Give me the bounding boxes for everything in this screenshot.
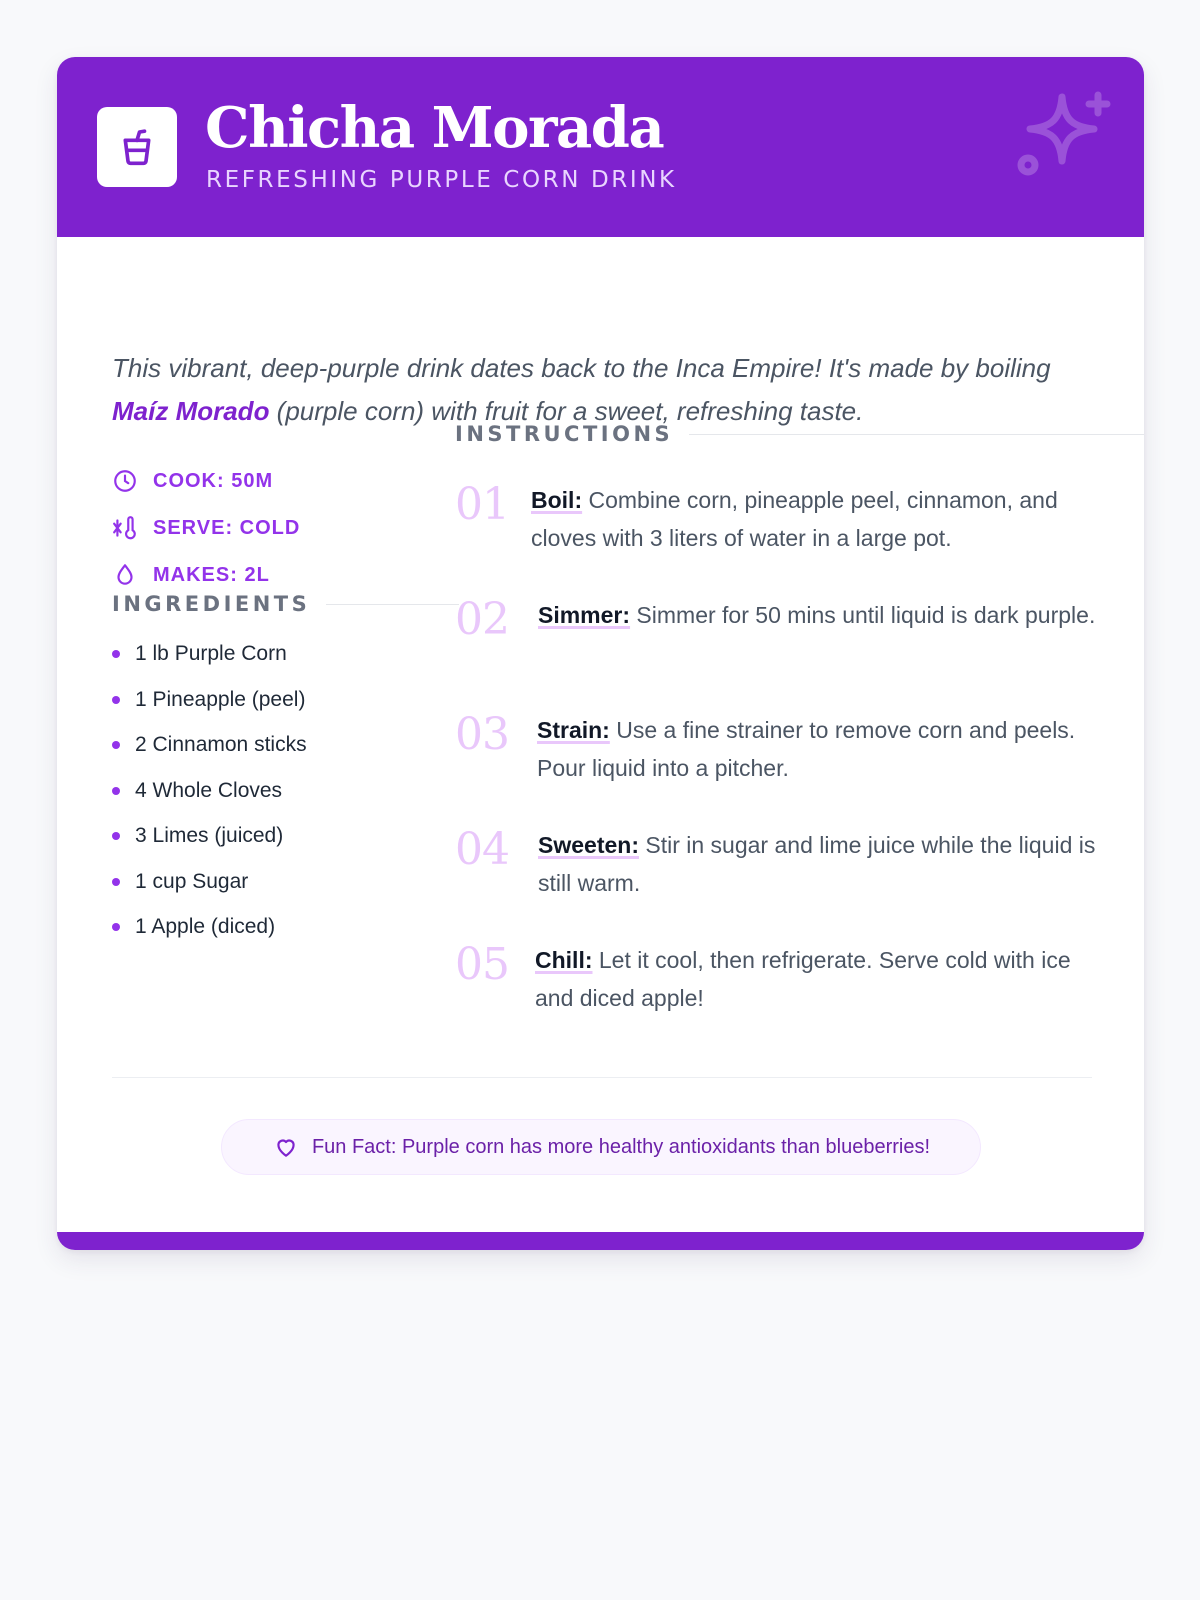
footer-bar <box>57 1232 1144 1250</box>
ingredient-text: 4 Whole Cloves <box>135 778 283 802</box>
step-text <box>537 711 1097 787</box>
bullet <box>112 878 120 886</box>
instruction-step <box>455 477 1144 592</box>
ingredient-text: 3 Limes (juiced) <box>135 824 284 847</box>
ingredient-text: 1 cup Sugar <box>135 869 249 893</box>
step-body: Let it cool, then refrigerate. Serve cold with ice and diced apple! <box>535 947 1071 1011</box>
step-text <box>538 826 1098 902</box>
step-text <box>538 596 1098 634</box>
meta-label: COOK: 50M <box>153 469 274 492</box>
instructions-list <box>455 477 1144 1052</box>
step-label: Sweeten: <box>538 832 639 858</box>
ingredients-list <box>112 641 307 960</box>
fun-fact-text: Fun Fact: Purple corn has more healthy antioxidants than blueberries! <box>311 1135 931 1158</box>
instructions-heading <box>455 422 1144 446</box>
list-item <box>112 687 307 713</box>
ingredient-text: 1 Pineapple (peel) <box>135 687 306 711</box>
step-label: Chill: <box>535 947 593 973</box>
recipe-card <box>57 57 1144 1250</box>
intro-text: This vibrant, deep-purple drink dates back to the Inca Empire! It's made by boiling <box>112 353 1051 383</box>
list-item <box>112 914 307 940</box>
step-number: 02 <box>455 594 509 645</box>
thermometer-snowflake-icon <box>112 515 138 541</box>
ingredients-heading <box>112 592 459 616</box>
step-label: Boil: <box>531 487 583 513</box>
step-body: Combine corn, pineapple peel, cinnamon, and cloves with 3 liters of water in a large pot. <box>531 487 1058 551</box>
step-label: Simmer: <box>538 602 631 628</box>
meta-label: MAKES: 2L <box>153 563 270 586</box>
sparkle-icon <box>1014 87 1114 187</box>
step-number: 04 <box>455 824 509 875</box>
footer-divider <box>112 1077 1092 1078</box>
ingredients-heading-text: INGREDIENTS <box>112 592 311 616</box>
step-body: Simmer for 50 mins until liquid is dark purple. <box>630 602 1096 628</box>
bullet <box>112 787 120 795</box>
list-item <box>112 641 307 667</box>
list-item <box>112 823 307 849</box>
recipe-header <box>57 57 1144 237</box>
recipe-intro <box>112 347 1092 433</box>
clock-icon <box>112 468 138 494</box>
bullet <box>112 832 120 840</box>
recipe-meta <box>112 469 300 610</box>
bullet <box>112 923 120 931</box>
bullet <box>112 741 120 749</box>
heart-icon <box>272 1133 300 1161</box>
list-item <box>112 732 307 758</box>
ingredient-text: 1 Apple (diced) <box>135 915 276 938</box>
intro-highlight: Maíz Morado <box>112 396 270 426</box>
step-number: 05 <box>455 939 509 990</box>
instruction-step <box>455 592 1144 707</box>
meta-yield <box>112 563 300 587</box>
cup-with-straw-icon <box>117 127 157 167</box>
bullet <box>112 650 120 658</box>
droplet-icon <box>112 562 138 588</box>
ingredient-text: 1 lb Purple Corn <box>135 642 287 665</box>
step-body: Stir in sugar and lime juice while the liquid is still warm. <box>538 832 1096 896</box>
bullet <box>112 696 120 704</box>
instruction-step <box>455 707 1144 822</box>
list-item <box>112 869 307 895</box>
meta-serve <box>112 516 300 540</box>
fun-fact-pill <box>221 1119 981 1175</box>
meta-cook-time <box>112 469 300 493</box>
recipe-title: Chicha Morada <box>205 95 664 161</box>
heading-rule <box>689 434 1144 435</box>
step-text <box>535 941 1095 1017</box>
intro-text-end: (purple corn) with fruit for a sweet, refreshing taste. <box>269 396 864 426</box>
step-number: 01 <box>455 479 509 530</box>
step-text <box>531 481 1091 557</box>
meta-label: SERVE: COLD <box>153 516 301 539</box>
step-number: 03 <box>455 709 509 760</box>
instructions-heading-text: INSTRUCTIONS <box>455 422 674 446</box>
list-item <box>112 778 307 804</box>
step-body: Use a fine strainer to remove corn and peels. Pour liquid into a pitcher. <box>537 717 1076 781</box>
heading-rule <box>326 604 459 605</box>
step-label: Strain: <box>537 717 610 743</box>
header-icon-badge <box>97 107 177 187</box>
instruction-step <box>455 937 1144 1052</box>
instruction-step <box>455 822 1144 937</box>
ingredient-text: 2 Cinnamon sticks <box>135 733 307 756</box>
recipe-subtitle: REFRESHING PURPLE CORN DRINK <box>206 167 677 193</box>
